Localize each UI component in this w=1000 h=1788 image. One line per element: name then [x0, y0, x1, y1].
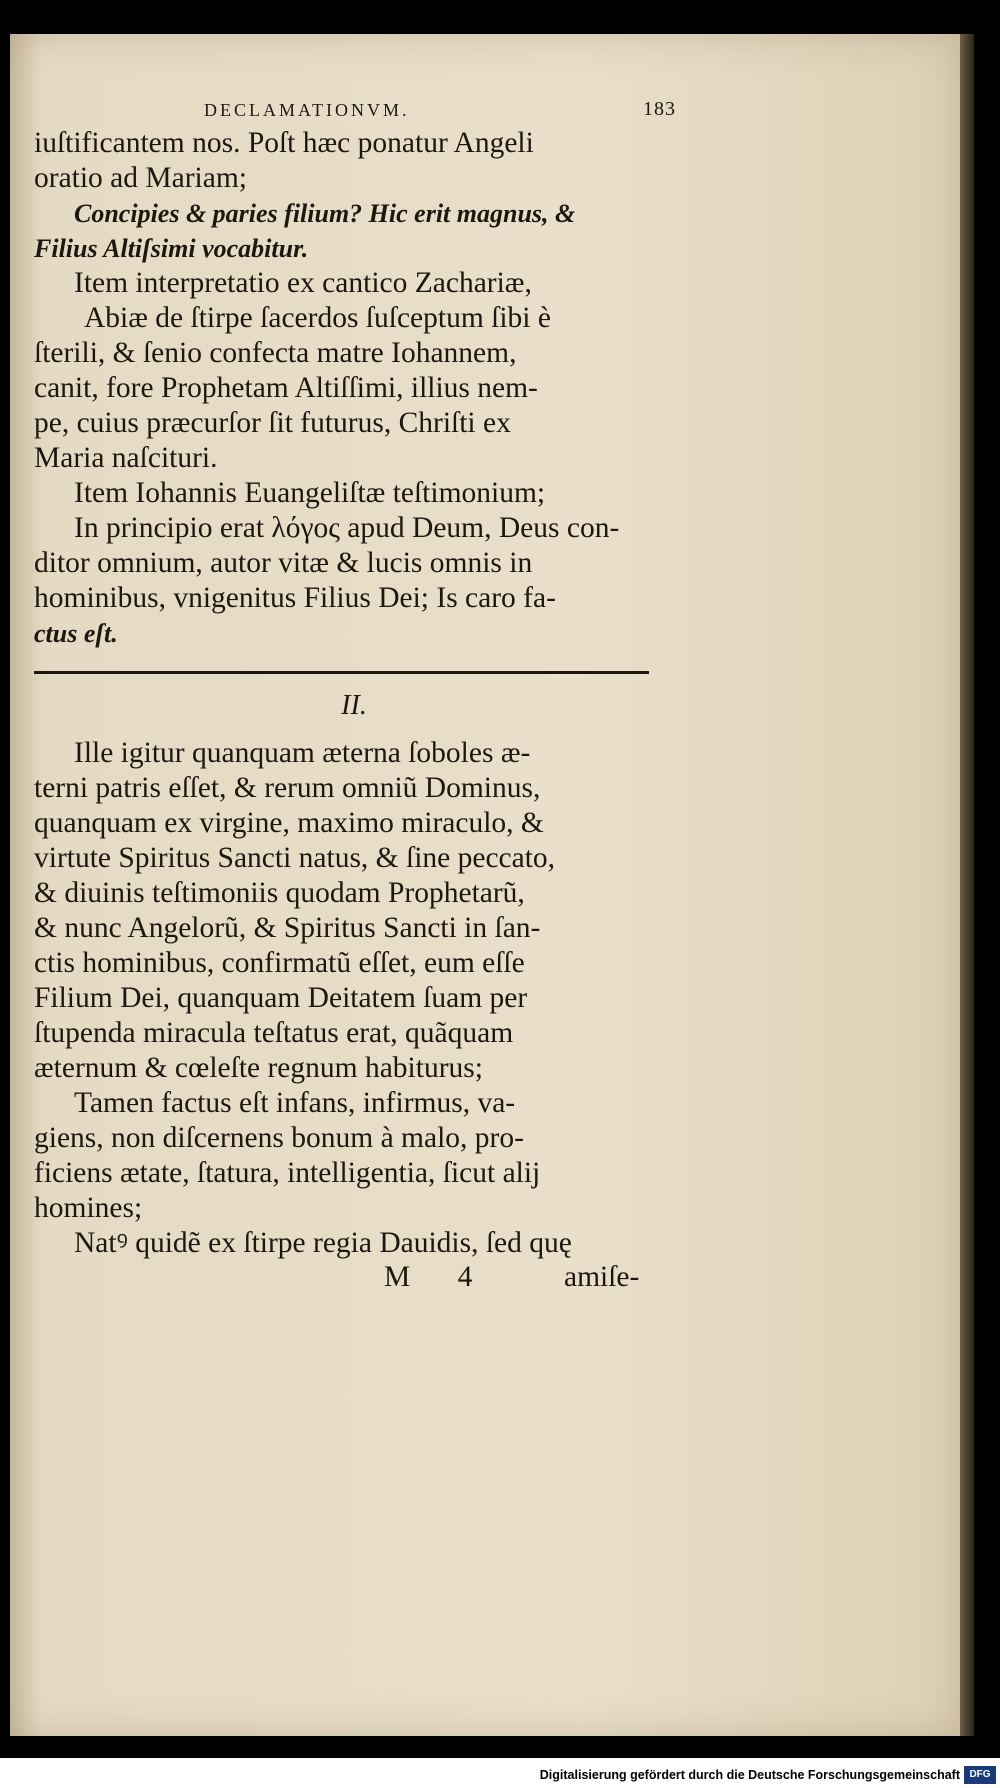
text-line: hominibus, vnigenitus Filius Dei; Is caro fa-: [34, 582, 556, 614]
section-number: II.: [341, 690, 367, 721]
text-line: æternum & cœleſte regnum habiturus;: [34, 1052, 483, 1084]
text-line: & nunc Angelorũ, & Spiritus Sancti in ſan-: [34, 912, 541, 944]
running-title: DECLAMATIONVM.: [204, 100, 410, 120]
text-line: Ille igitur quanquam æterna ſoboles æ-: [74, 737, 531, 769]
text-block: [34, 96, 674, 1296]
section-rule: [34, 671, 649, 674]
text-line: ſterili, & ſenio confecta matre Iohannem,: [34, 337, 517, 369]
text-line-italic: Filius Altiſsimi vocabitur.: [34, 234, 309, 263]
text-line: virtute Spiritus Sancti natus, & ſine peccato,: [34, 842, 556, 874]
text-line: Tamen factus eſt infans, infirmus, va-: [74, 1087, 516, 1119]
text-line: canit, fore Prophetam Altiſſimi, illius nem-: [34, 372, 538, 404]
signature-mark: M 4: [384, 1261, 493, 1293]
text-line: pe, cuius præcurſor ſit futurus, Chriſti ex: [34, 407, 511, 439]
text-line: & diuinis teſtimoniis quodam Prophetarũ,: [34, 877, 525, 909]
book-page: [10, 34, 960, 1736]
text-line: In principio erat λόγος apud Deum, Deus con-: [74, 512, 620, 544]
text-line: ditor omnium, autor vitæ & lucis omnis in: [34, 547, 533, 579]
text-line-italic: ctus eſt.: [34, 619, 118, 648]
text-line: Item Iohannis Euangeliſtæ teſtimonium;: [74, 477, 546, 509]
text-line: Maria naſcituri.: [34, 442, 218, 474]
text-line: ſtupenda miracula teſtatus erat, quãquam: [34, 1017, 514, 1049]
page-footer: [34, 1261, 674, 1296]
running-head: [34, 96, 674, 126]
text-line: Filium Dei, quanquam Deitatem ſuam per: [34, 982, 528, 1014]
text-line: quanquam ex virgine, maximo miraculo, &: [34, 807, 544, 839]
page-number: 183: [643, 98, 676, 120]
text-line-italic: Concipies & paries filium? Hic erit magnus, &: [74, 199, 576, 228]
text-line: oratio ad Mariam;: [34, 162, 247, 194]
text-line: Item interpretatio ex cantico Zachariæ,: [74, 267, 532, 299]
text-line: Abiæ de ſtirpe ſacerdos ſuſceptum ſibi è: [84, 302, 551, 334]
book-edge: [960, 34, 974, 1736]
text-line: iuſtificantem nos. Poſt hæc ponatur Angeli: [34, 127, 534, 159]
catchword: amiſe-: [564, 1261, 640, 1293]
dfg-logo: DFG: [964, 1766, 996, 1784]
funding-note: Digitalisierung gefördert durch die Deutsche Forschungsgemeinschaft: [539, 1768, 960, 1782]
text-line: terni patris eſſet, & rerum omniũ Dominus,: [34, 772, 541, 804]
text-line: ficiens ætate, ſtatura, intelligentia, ſicut alij: [34, 1157, 541, 1189]
text-line: Natꝰ quidẽ ex ſtirpe regia Dauidis, ſed quę: [74, 1227, 572, 1259]
text-line: homines;: [34, 1192, 143, 1224]
text-line: giens, non diſcernens bonum à malo, pro-: [34, 1122, 524, 1154]
text-line: ctis hominibus, confirmatũ eſſet, eum eſſe: [34, 947, 525, 979]
